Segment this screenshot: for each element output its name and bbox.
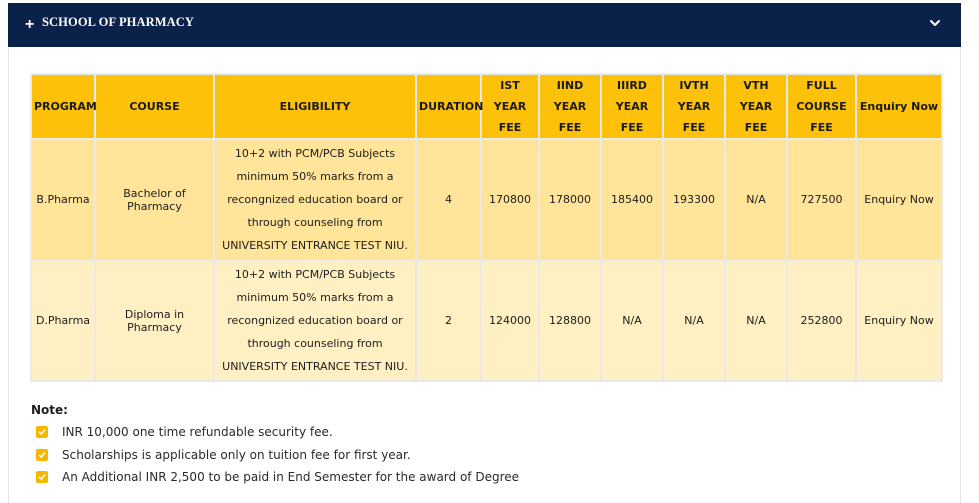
- year3-fee-cell: 185400: [601, 139, 663, 260]
- year5-fee-cell: N/A: [725, 260, 787, 381]
- eligibility-cell: 10+2 with PCM/PCB Subjects minimum 50% marks from a recongnized education board or through counseling from UNIVERSITY ENTRANCE TEST NIU.: [214, 260, 416, 381]
- column-header-year4-fee: IVTH YEAR FEE: [663, 74, 725, 139]
- column-header-year3-fee: IIIRD YEAR FEE: [601, 74, 663, 139]
- accordion-header-school-of-pharmacy[interactable]: [8, 3, 961, 47]
- table-header-row: [31, 74, 942, 139]
- year1-fee-cell: 170800: [481, 139, 539, 260]
- column-header-program: PROGRAM: [31, 74, 95, 139]
- duration-cell: 2: [416, 260, 481, 381]
- program-cell: B.Pharma: [31, 139, 95, 260]
- list-item: [36, 467, 519, 490]
- checkbox-checked-icon: [36, 426, 48, 438]
- year1-fee-cell: 124000: [481, 260, 539, 381]
- fee-table: [30, 73, 943, 382]
- course-cell: Diploma in Pharmacy: [95, 260, 214, 381]
- column-header-year5-fee: VTH YEAR FEE: [725, 74, 787, 139]
- note-text: Scholarships is applicable only on tuition fee for first year.: [62, 447, 411, 462]
- checkbox-checked-icon: [36, 471, 48, 483]
- column-header-duration: DURATION: [416, 74, 481, 139]
- list-item: [36, 422, 519, 445]
- note-text: INR 10,000 one time refundable security fee.: [62, 425, 333, 439]
- column-header-full-course-fee: FULL COURSE FEE: [787, 74, 856, 139]
- note-title: Note:: [31, 403, 68, 417]
- column-header-course: COURSE: [95, 74, 214, 139]
- plus-icon: +: [25, 16, 35, 33]
- column-header-eligibility: ELIGIBILITY: [214, 74, 416, 139]
- program-cell: D.Pharma: [31, 260, 95, 381]
- column-header-enquiry: Enquiry Now: [856, 74, 942, 139]
- column-header-year2-fee: IIND YEAR FEE: [539, 74, 601, 139]
- enquiry-now-link[interactable]: Enquiry Now: [856, 260, 942, 381]
- table-row: [31, 260, 942, 381]
- list-item: [36, 445, 519, 468]
- table-row: [31, 139, 942, 260]
- note-text: An Additional INR 2,500 to be paid in End Semester for the award of Degree: [62, 470, 520, 484]
- column-header-year1-fee: IST YEAR FEE: [481, 74, 539, 139]
- enquiry-now-link[interactable]: Enquiry Now: [856, 139, 942, 260]
- chevron-down-icon[interactable]: [929, 17, 941, 29]
- year4-fee-cell: 193300: [663, 139, 725, 260]
- year2-fee-cell: 128800: [539, 260, 601, 381]
- full-course-fee-cell: 727500: [787, 139, 856, 260]
- eligibility-cell: 10+2 with PCM/PCB Subjects minimum 50% marks from a recongnized education board or through counseling from UNIVERSITY ENTRANCE TEST NIU.: [214, 139, 416, 260]
- checkbox-checked-icon: [36, 449, 48, 461]
- accordion-title: SCHOOL OF PHARMACY: [42, 15, 195, 29]
- notes-list: [36, 422, 519, 490]
- duration-cell: 4: [416, 139, 481, 260]
- course-cell: Bachelor of Pharmacy: [95, 139, 214, 260]
- year5-fee-cell: N/A: [725, 139, 787, 260]
- year4-fee-cell: N/A: [663, 260, 725, 381]
- full-course-fee-cell: 252800: [787, 260, 856, 381]
- year3-fee-cell: N/A: [601, 260, 663, 381]
- year2-fee-cell: 178000: [539, 139, 601, 260]
